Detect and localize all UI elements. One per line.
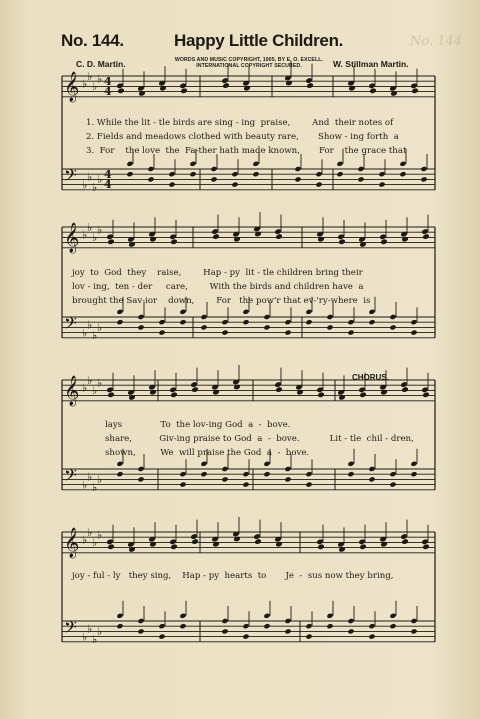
flat-sign: ♭ (92, 80, 98, 94)
note-head (368, 634, 375, 640)
note-head (116, 461, 123, 467)
note-head (252, 171, 259, 177)
flat-sign: ♭ (97, 376, 103, 390)
note-head (369, 88, 377, 95)
note-head (116, 471, 123, 477)
note-head (128, 394, 136, 401)
note-head (149, 541, 157, 548)
note-head (242, 623, 249, 629)
bass-clef: 𝄢 (64, 465, 77, 489)
note-head (242, 309, 249, 315)
note-head (390, 90, 398, 97)
note-head (116, 309, 123, 315)
note-head (263, 324, 270, 330)
flat-sign: ♭ (87, 622, 93, 636)
note-head (284, 618, 291, 624)
note-head (305, 309, 312, 315)
note-head (305, 623, 312, 629)
note-head (222, 82, 230, 89)
note-head (233, 536, 241, 543)
verse-line: brought the Sav-ior down, For the pow'r that ev-'ry-where is (72, 296, 371, 306)
note-head (317, 236, 325, 243)
hymn-title: Happy Little Children. (174, 31, 344, 50)
note-head (242, 482, 249, 488)
note-head (200, 314, 207, 320)
note-head (285, 80, 293, 87)
note-head (420, 166, 427, 172)
note-head (359, 392, 367, 399)
flat-sign: ♭ (82, 77, 88, 91)
note-head (315, 171, 322, 177)
note-head (399, 171, 406, 177)
note-head (168, 182, 175, 188)
flat-sign: ♭ (97, 72, 103, 86)
note-head (275, 386, 283, 393)
hymn-number: No. 144. (61, 31, 124, 50)
note-head (410, 319, 417, 325)
flat-sign: ♭ (92, 481, 98, 494)
note-head (294, 176, 301, 182)
note-head (179, 623, 186, 629)
note-head (180, 88, 188, 95)
note-head (359, 241, 367, 248)
note-head (296, 389, 304, 396)
note-head (221, 319, 228, 325)
note-head (137, 618, 144, 624)
note-head (284, 330, 291, 336)
note-head (347, 319, 354, 325)
flat-sign: ♭ (82, 533, 88, 547)
flat-sign: ♭ (92, 633, 98, 646)
note-head (347, 461, 354, 467)
note-head (233, 236, 241, 243)
note-head (189, 161, 196, 167)
note-head (348, 85, 356, 92)
note-head (378, 182, 385, 188)
flat-sign: ♭ (87, 318, 93, 332)
note-head (336, 171, 343, 177)
verse-line: lov - ing, ten - der care, With the birds and children have a (72, 282, 364, 292)
note-head (242, 319, 249, 325)
note-head (137, 324, 144, 330)
note-head (252, 161, 259, 167)
note-head (242, 471, 249, 477)
note-head (212, 389, 220, 396)
note-head (210, 166, 217, 172)
verse-line: 2. Fields and meadows clothed with beauty rare, Show - ing forth a (86, 132, 399, 142)
note-head (368, 309, 375, 315)
flat-sign: ♭ (92, 536, 98, 550)
flat-sign: ♭ (87, 373, 93, 387)
note-head (242, 634, 249, 640)
flat-sign: ♭ (97, 223, 103, 237)
note-head (359, 544, 367, 551)
time-signature: 4 (104, 178, 112, 191)
note-head (305, 482, 312, 488)
note-head (200, 471, 207, 477)
note-head (170, 392, 178, 399)
note-head (263, 623, 270, 629)
note-head (179, 309, 186, 315)
note-head (389, 314, 396, 320)
note-head (200, 461, 207, 467)
note-head (305, 319, 312, 325)
flat-sign: ♭ (92, 231, 98, 245)
note-head (275, 541, 283, 548)
note-head (231, 182, 238, 188)
treble-clef: 𝄞 (64, 223, 80, 253)
note-head (368, 623, 375, 629)
note-head (212, 233, 220, 240)
note-head (107, 392, 115, 399)
flat-sign: ♭ (92, 329, 98, 342)
treble-clef: 𝄞 (64, 376, 80, 406)
bass-clef: 𝄢 (64, 313, 77, 337)
note-head (128, 241, 136, 248)
note-head (221, 476, 228, 482)
note-head (401, 538, 409, 545)
flat-sign: ♭ (87, 170, 93, 184)
flat-sign: ♭ (97, 528, 103, 542)
note-head (401, 386, 409, 393)
note-head (347, 618, 354, 624)
flat-sign: ♭ (92, 384, 98, 398)
note-head (191, 386, 199, 393)
verse-line: 1. While the lit - tle birds are sing - ing praise, And their notes of (86, 118, 394, 128)
note-head (117, 88, 125, 95)
verse-line: joy to God they raise, Hap - py lit - tle children bring their (72, 268, 363, 278)
note-head (263, 471, 270, 477)
note-head (399, 161, 406, 167)
note-head (137, 466, 144, 472)
note-head (210, 176, 217, 182)
note-head (284, 466, 291, 472)
note-head (410, 628, 417, 634)
flat-sign: ♭ (97, 473, 103, 487)
verse-line: shown, We will praise the God a - bove. (105, 448, 310, 458)
flat-sign: ♭ (82, 630, 88, 644)
note-head (368, 476, 375, 482)
note-head (368, 319, 375, 325)
note-head (263, 613, 270, 619)
chorus-label: CHORUS. (352, 373, 389, 382)
note-head (368, 466, 375, 472)
note-head (170, 239, 178, 246)
note-head (422, 233, 430, 240)
note-head (231, 171, 238, 177)
note-head (158, 319, 165, 325)
flat-sign: ♭ (87, 69, 93, 83)
note-head (389, 471, 396, 477)
bass-clef: 𝄢 (64, 617, 77, 641)
note-head (137, 628, 144, 634)
note-head (159, 85, 167, 92)
flat-sign: ♭ (82, 228, 88, 242)
note-head (326, 324, 333, 330)
note-head (263, 314, 270, 320)
note-head (149, 236, 157, 243)
flat-sign: ♭ (87, 220, 93, 234)
note-head (243, 85, 251, 92)
note-head (336, 161, 343, 167)
copyright-line-2: INTERNATIONAL COPYRIGHT SECURED. (196, 63, 302, 69)
time-signature: 4 (104, 168, 112, 181)
note-head (389, 482, 396, 488)
lyricist-credit: C. D. Martin. (76, 59, 126, 69)
note-head (410, 461, 417, 467)
note-head (158, 330, 165, 336)
note-head (284, 319, 291, 325)
note-head (317, 392, 325, 399)
note-head (147, 166, 154, 172)
note-head (233, 384, 241, 391)
note-head (422, 544, 430, 551)
note-head (326, 314, 333, 320)
note-head (347, 628, 354, 634)
verse-line: joy - ful - ly they sing, Hap - py hearts to Je - sus now they bring, (72, 571, 394, 581)
composer-credit: W. Stillman Martin. (333, 59, 409, 69)
note-head (420, 176, 427, 182)
note-head (338, 546, 346, 553)
note-head (410, 330, 417, 336)
note-head (200, 324, 207, 330)
note-head (149, 389, 157, 396)
note-head (315, 182, 322, 188)
note-head (179, 471, 186, 477)
verse-line: 3. For the love the Fa-ther hath made known, For the grace that (86, 146, 407, 156)
note-head (137, 476, 144, 482)
note-head (168, 171, 175, 177)
flat-sign: ♭ (87, 470, 93, 484)
note-head (191, 538, 199, 545)
note-head (410, 618, 417, 624)
note-head (221, 618, 228, 624)
note-head (347, 471, 354, 477)
note-head (380, 541, 388, 548)
note-head (338, 239, 346, 246)
note-head (305, 634, 312, 640)
note-head (389, 324, 396, 330)
note-head (254, 538, 262, 545)
note-head (116, 319, 123, 325)
note-head (126, 161, 133, 167)
note-head (137, 314, 144, 320)
note-head (284, 476, 291, 482)
note-head (107, 239, 115, 246)
note-head (158, 623, 165, 629)
note-head (221, 628, 228, 634)
treble-clef: 𝄞 (64, 528, 80, 558)
note-head (422, 392, 430, 399)
note-head (306, 82, 314, 89)
note-head (380, 389, 388, 396)
note-head (347, 330, 354, 336)
treble-clef: 𝄞 (64, 72, 80, 102)
note-head (158, 634, 165, 640)
flat-sign: ♭ (97, 321, 103, 335)
note-head (107, 544, 115, 551)
note-head (128, 546, 136, 553)
note-head (138, 90, 146, 97)
note-head (179, 319, 186, 325)
note-head (275, 233, 283, 240)
note-head (221, 330, 228, 336)
note-head (221, 466, 228, 472)
note-head (401, 236, 409, 243)
flat-sign: ♭ (82, 326, 88, 340)
copyright-line-1: WORDS AND MUSIC COPYRIGHT, 1905, BY E. O. EXCELL. (174, 57, 324, 63)
note-head (126, 171, 133, 177)
flat-sign: ♭ (82, 178, 88, 192)
flat-sign: ♭ (82, 478, 88, 492)
note-head (411, 88, 419, 95)
bleed-through-mark: No. 144 (410, 34, 463, 49)
note-head (189, 171, 196, 177)
flat-sign: ♭ (92, 181, 98, 194)
flat-sign: ♭ (87, 525, 93, 539)
note-head (147, 176, 154, 182)
note-head (357, 176, 364, 182)
note-head (380, 239, 388, 246)
note-head (116, 613, 123, 619)
note-head (338, 394, 346, 401)
note-head (179, 613, 186, 619)
note-head (284, 628, 291, 634)
note-head (317, 544, 325, 551)
note-head (326, 613, 333, 619)
note-head (263, 461, 270, 467)
verse-line: share, Giv-ing praise to God a - bove. Lit - tle chil - dren, (105, 434, 414, 444)
note-head (254, 231, 262, 238)
flat-sign: ♭ (97, 173, 103, 187)
verse-line: lays To the lov-ing God a - bove. (105, 420, 291, 430)
note-head (357, 166, 364, 172)
note-head (170, 544, 178, 551)
bass-clef: 𝄢 (64, 165, 77, 189)
flat-sign: ♭ (82, 381, 88, 395)
time-signature: 4 (104, 75, 112, 88)
note-head (326, 623, 333, 629)
note-head (116, 623, 123, 629)
note-head (389, 613, 396, 619)
note-head (212, 541, 220, 548)
note-head (179, 482, 186, 488)
note-head (305, 471, 312, 477)
note-head (410, 471, 417, 477)
note-head (378, 171, 385, 177)
time-signature: 4 (104, 85, 112, 98)
note-head (389, 623, 396, 629)
note-head (294, 166, 301, 172)
flat-sign: ♭ (97, 625, 103, 639)
